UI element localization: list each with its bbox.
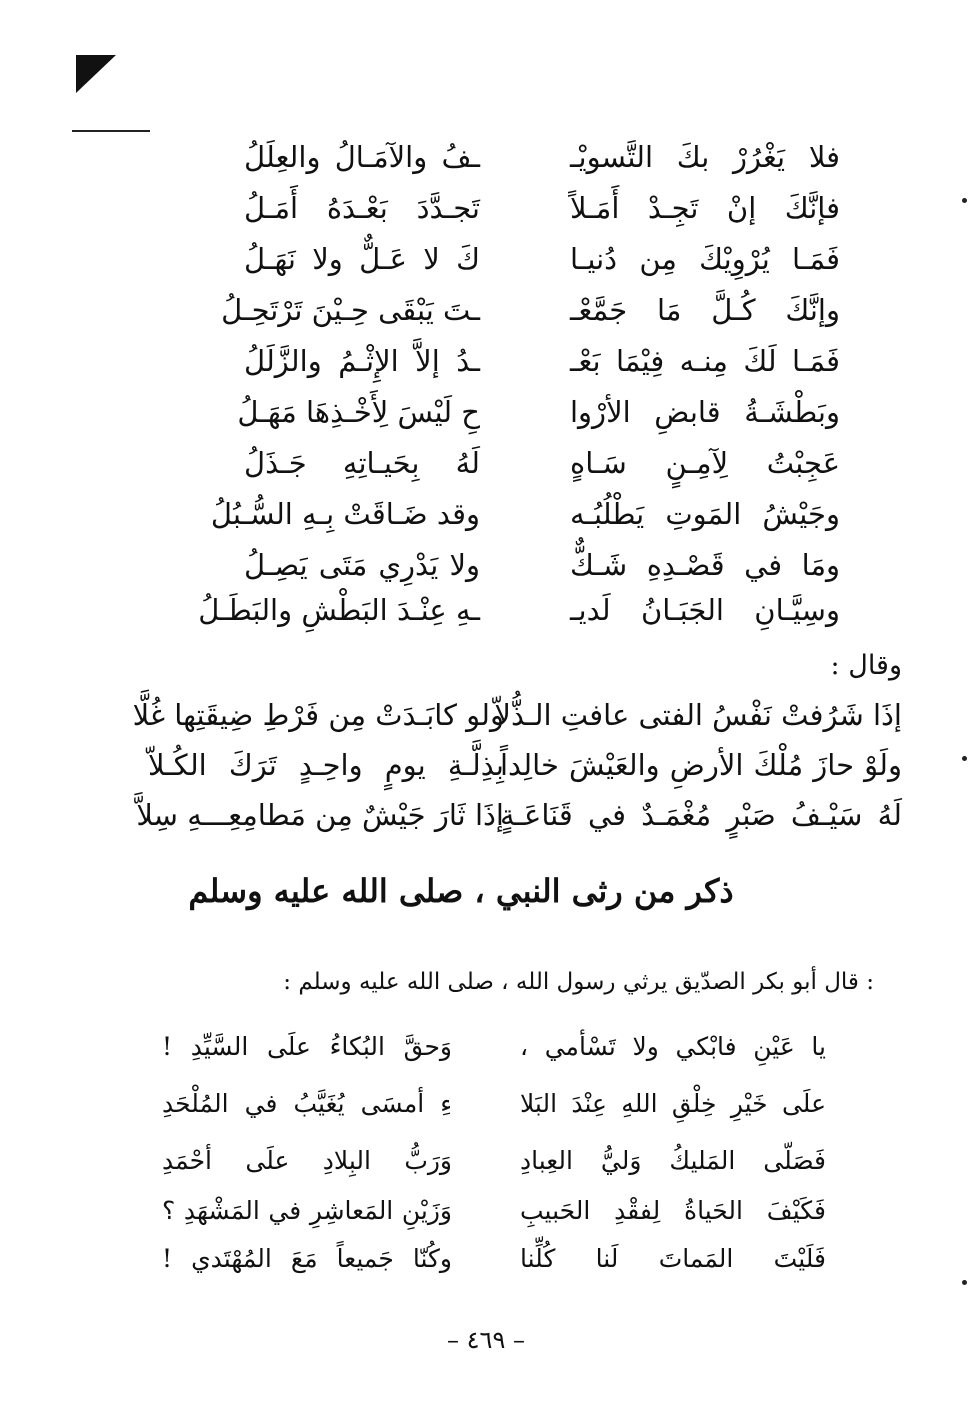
verse-first-hemistich: علَى خَيْرِ خِلْقِ اللهِ عِنْدَ البَلا (520, 1089, 826, 1118)
verse-first-hemistich: فإنَّكَ إنْ تَجِـدْ أَمَـلاً (570, 191, 840, 225)
verse-line (0, 183, 972, 233)
verse-second-hemistich: ـتَ يَبْقَى حِـيْنَ تَرْتَحِـلُ (221, 293, 480, 327)
verse-first-hemistich: ولَوْ حازَ مُلْكَ الأرضِ والعَيْشَ خالِداً (500, 748, 902, 782)
verse-line (0, 387, 972, 437)
verse-second-hemistich: ـدُ إلاَّ الإِثْـمُ والزَّلَلُ (244, 344, 480, 378)
verse-second-hemistich: لَهُ بِحَيـاتِهِ جَـذَلُ (244, 446, 480, 480)
verse-first-hemistich: إذَا شَرُفتْ نَفْسُ الفتى عافتِ الـذُّلاّ (494, 698, 902, 732)
verse-first-hemistich: وبَطْشَـةُ قابضِ الأرْوا (570, 395, 840, 429)
verse-line (0, 234, 972, 284)
verse-second-hemistich: ءِ أمسَى يُغَيَّبُ في المُلْحَدِ (162, 1089, 452, 1118)
verse-first-hemistich: فَكَيْفَ الحَياةُ لِفقْدِ الحَبيبِ (520, 1196, 826, 1225)
verse-line (0, 790, 972, 840)
verse-second-hemistich: ولو كابَـدَتْ مِن فَرْطِ ضِيقَتِها غُلَّا (132, 698, 504, 732)
verse-line (0, 1186, 972, 1236)
verse-first-hemistich: يا عَيْنِ فابْكي ولا تَسْأمي ، (520, 1032, 826, 1061)
verse-line (0, 690, 972, 740)
verse-line (0, 1136, 972, 1186)
verse-second-hemistich: ـهِ عِنْـدَ البَطْشِ والبَطَـلُ (198, 593, 480, 627)
verse-line (0, 132, 972, 182)
verse-second-hemistich: بِذِلَّـةِ يومٍ واحِـدٍ تَرَكَ الكُـلاّ (148, 748, 504, 782)
verse-line (0, 585, 972, 635)
verse-line (0, 1079, 972, 1129)
verse-line (0, 336, 972, 386)
verse-second-hemistich: وكُنّا جَميعاً مَعَ المُهْتَدي ! (162, 1244, 452, 1273)
verse-first-hemistich: فَمَـا يُرْوِيْكَ مِن دُنيـا (570, 242, 840, 276)
section-heading: ذكر من رثى النبي ، صلى الله عليه وسلم (188, 872, 734, 910)
verse-first-hemistich: عَجِبْتُ لِآمِـنٍ سَـاهٍ (570, 446, 840, 480)
verse-second-hemistich: كَ لا عَـلٌّ ولا نَهَـلُ (244, 242, 480, 276)
verse-second-hemistich: ـفُ والآمَـالُ والعِلَلُ (244, 140, 480, 174)
verse-first-hemistich: فَصَلّى المَليكُ وَليُّ العِبادِ (520, 1146, 826, 1175)
page-number: – ٤٦٩ – (447, 1326, 525, 1354)
verse-second-hemistich: حِ لَيْسَ لِأَخْـذِهَا مَهَـلُ (237, 395, 480, 429)
verse-line (0, 285, 972, 335)
corner-triangle-mark (76, 55, 116, 93)
section-intro: وقال : (830, 650, 902, 681)
verse-second-hemistich: إذَا ثَارَ جَيْشٌ مِن مَطامِعِـــهِ سِلاَّ (136, 798, 504, 832)
verse-first-hemistich: ومَا في قَصْـدِهِ شَـكٌّ (570, 548, 840, 582)
verse-first-hemistich: وسِيَّـانِ الجَبَـانُ لَديـ (570, 593, 840, 627)
verse-second-hemistich: وَزَيْنِ المَعاشِرِ في المَشْهَدِ ؟ (162, 1196, 452, 1225)
verse-line (0, 489, 972, 539)
verse-line (0, 438, 972, 488)
verse-line (0, 1022, 972, 1072)
verse-line (0, 1234, 972, 1284)
verse-first-hemistich: فلا يَغْرُرْ بكَ التَّسويْـ (570, 140, 840, 174)
verse-first-hemistich: لَهُ سَيْـفُ صَبْرٍ مُغْمَـدٌ في قَنَاعَـةٍ (500, 798, 902, 832)
verse-first-hemistich: وإنَّكَ كُـلَّ مَا جَمَّعْـ (570, 293, 840, 327)
verse-second-hemistich: وقد ضَـاقَتْ بِـهِ السُّـبُلُ (210, 497, 480, 531)
verse-second-hemistich: وَحقَّ البُكاءُ علَى السَّيِّدِ ! (162, 1032, 452, 1061)
verse-first-hemistich: وجَيْشُ المَوتِ يَطْلُبُـه (570, 497, 840, 531)
verse-first-hemistich: فَلَيْتَ المَماتَ لَنا كُلِّنا (520, 1244, 826, 1273)
verse-line (0, 540, 972, 590)
verse-first-hemistich: فَمَـا لَكَ مِنـه فِيْمَا بَعْـ (570, 344, 840, 378)
verse-second-hemistich: ولا يَدْرِي مَتَى يَصِـلُ (244, 548, 480, 582)
section-intro: : قال أبو بكر الصدّيق يرثي رسول الله ، صلى الله عليه وسلم : (283, 969, 874, 995)
verse-second-hemistich: وَرَبُّ البِلادِ علَى أحْمَدِ (162, 1146, 452, 1175)
verse-line (0, 740, 972, 790)
verse-second-hemistich: تَجـدَّدَ بَعْـدَهُ أَمَـلُ (244, 191, 480, 225)
